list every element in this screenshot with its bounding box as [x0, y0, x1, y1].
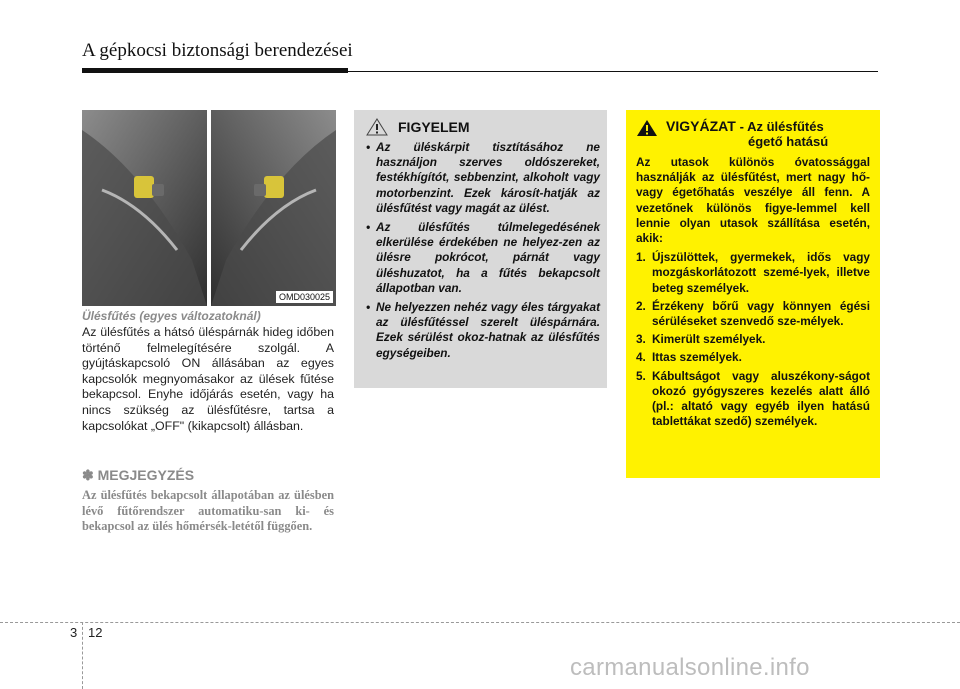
list-item	[636, 350, 870, 365]
page-number: 12	[88, 625, 103, 640]
list-item-text: Újszülöttek, gyermekek, idős vagy mozgáskorlátozott szemé-lyek, illetve beteg személyek.	[652, 250, 870, 295]
list-item-text: Ittas személyek.	[652, 350, 742, 365]
page-section-number: 3	[70, 625, 78, 640]
list-item: • Az üléskárpit tisztításához ne használjon szerves oldószereket, festékhígítót, sebbenzint, alkoholt vagy motorbenzint. Ezek károsít-hatják az ülésfűtést vagy magát az ülést.	[366, 140, 600, 216]
note-star-icon: ✽	[82, 467, 94, 483]
warning-box-figyelem-list	[366, 140, 600, 361]
list-item-number: 3.	[636, 332, 646, 347]
list-item-text: Kábultságot vagy aluszékony-ságot okozó gyógyszeres kezelés alatt álló (pl.: altató vagy egyéb ilyen hatású tablettákat szedő) személyek.	[652, 368, 870, 429]
warning-box-vigyazat-title: VIGYÁZAT	[666, 118, 736, 134]
caution-triangle-icon	[366, 118, 388, 136]
warning-box-vigyazat-subtitle-1: - Az ülésfűtés	[739, 119, 824, 134]
body-paragraph: Az ülésfűtés a hátsó üléspárnák hideg időben történő felmelegítésére szolgál. A gyújtáskapcsoló ON állásában az egyes kapcsolók megnyomásakor az ülések fűtése bekapcsol. Enyhe időjárás esetén, vagy ha nincs szükség az ülésfűtésre, tartsa a kapcsolókat „OFF" (kikapcsolt) állásban.	[82, 325, 334, 433]
warning-box-vigyazat	[626, 110, 880, 478]
seat-heater-illustration	[82, 110, 336, 306]
list-item	[636, 299, 870, 329]
warning-triangle-icon	[636, 119, 658, 137]
note-title: MEGJEGYZÉS	[97, 467, 195, 483]
warning-box-figyelem	[354, 110, 607, 388]
list-item: • Az ülésfűtés túlmelegedésének elkerülése érdekében ne helyez-zen az ülésre pokrócot, párnát vagy üléshuzatot, ha a fűtés bekapcsolt állapotban van.	[366, 220, 600, 296]
page-header-title: A gépkocsi biztonsági berendezései	[82, 40, 353, 61]
list-item	[636, 332, 870, 347]
watermark-text: carmanualsonline.info	[570, 654, 810, 681]
list-item-number: 5.	[636, 368, 646, 383]
note-text: Az ülésfűtés bekapcsolt állapotában az ülésben lévő fűtőrendszer automatiku-san ki- és bekapcsol az ülés hőmérsék-letétől függően.	[82, 488, 334, 533]
list-item-number: 1.	[636, 250, 646, 265]
list-item	[636, 250, 870, 296]
header-rule-thin	[348, 71, 878, 72]
warning-box-vigyazat-list	[636, 250, 870, 429]
list-item	[636, 369, 870, 430]
footer-divider	[0, 622, 960, 623]
list-item: • Ne helyezzen nehéz vagy éles tárgyakat az ülésfűtéssel szerelt üléspárnára. Ezek sérülést okoz-hatnak az ülésfűtés egységeiben.	[366, 300, 600, 361]
warning-box-vigyazat-subtitle-2: égető hatású	[748, 134, 829, 149]
seat-heater-photo	[82, 110, 336, 306]
list-item-number: 4.	[636, 350, 646, 365]
list-item-text: Kimerült személyek.	[652, 332, 766, 347]
list-item-text: Érzékeny bőrű vagy könnyen égési sérüléseket szenvedő sze-mélyek.	[652, 298, 870, 329]
header-rule-thick	[82, 68, 348, 73]
warning-box-vigyazat-intro: Az utasok különös óvatossággal használják az ülésfűtést, mert nagy hő- vagy égetőhatás veszélye áll fenn. A vezetőnek különös figye-lemmel kell lennie olyan utasok szállítása esetén, akik:	[636, 155, 870, 246]
footer-vertical-divider	[82, 622, 83, 689]
photo-code: OMD030025	[276, 291, 333, 303]
list-item-number: 2.	[636, 298, 646, 313]
warning-box-figyelem-title: FIGYELEM	[398, 119, 470, 135]
warning-box-vigyazat-header	[636, 118, 870, 149]
figure-caption: Ülésfűtés (egyes változatoknál)	[82, 309, 261, 323]
warning-box-figyelem-header	[366, 118, 600, 136]
note-heading	[82, 467, 194, 484]
